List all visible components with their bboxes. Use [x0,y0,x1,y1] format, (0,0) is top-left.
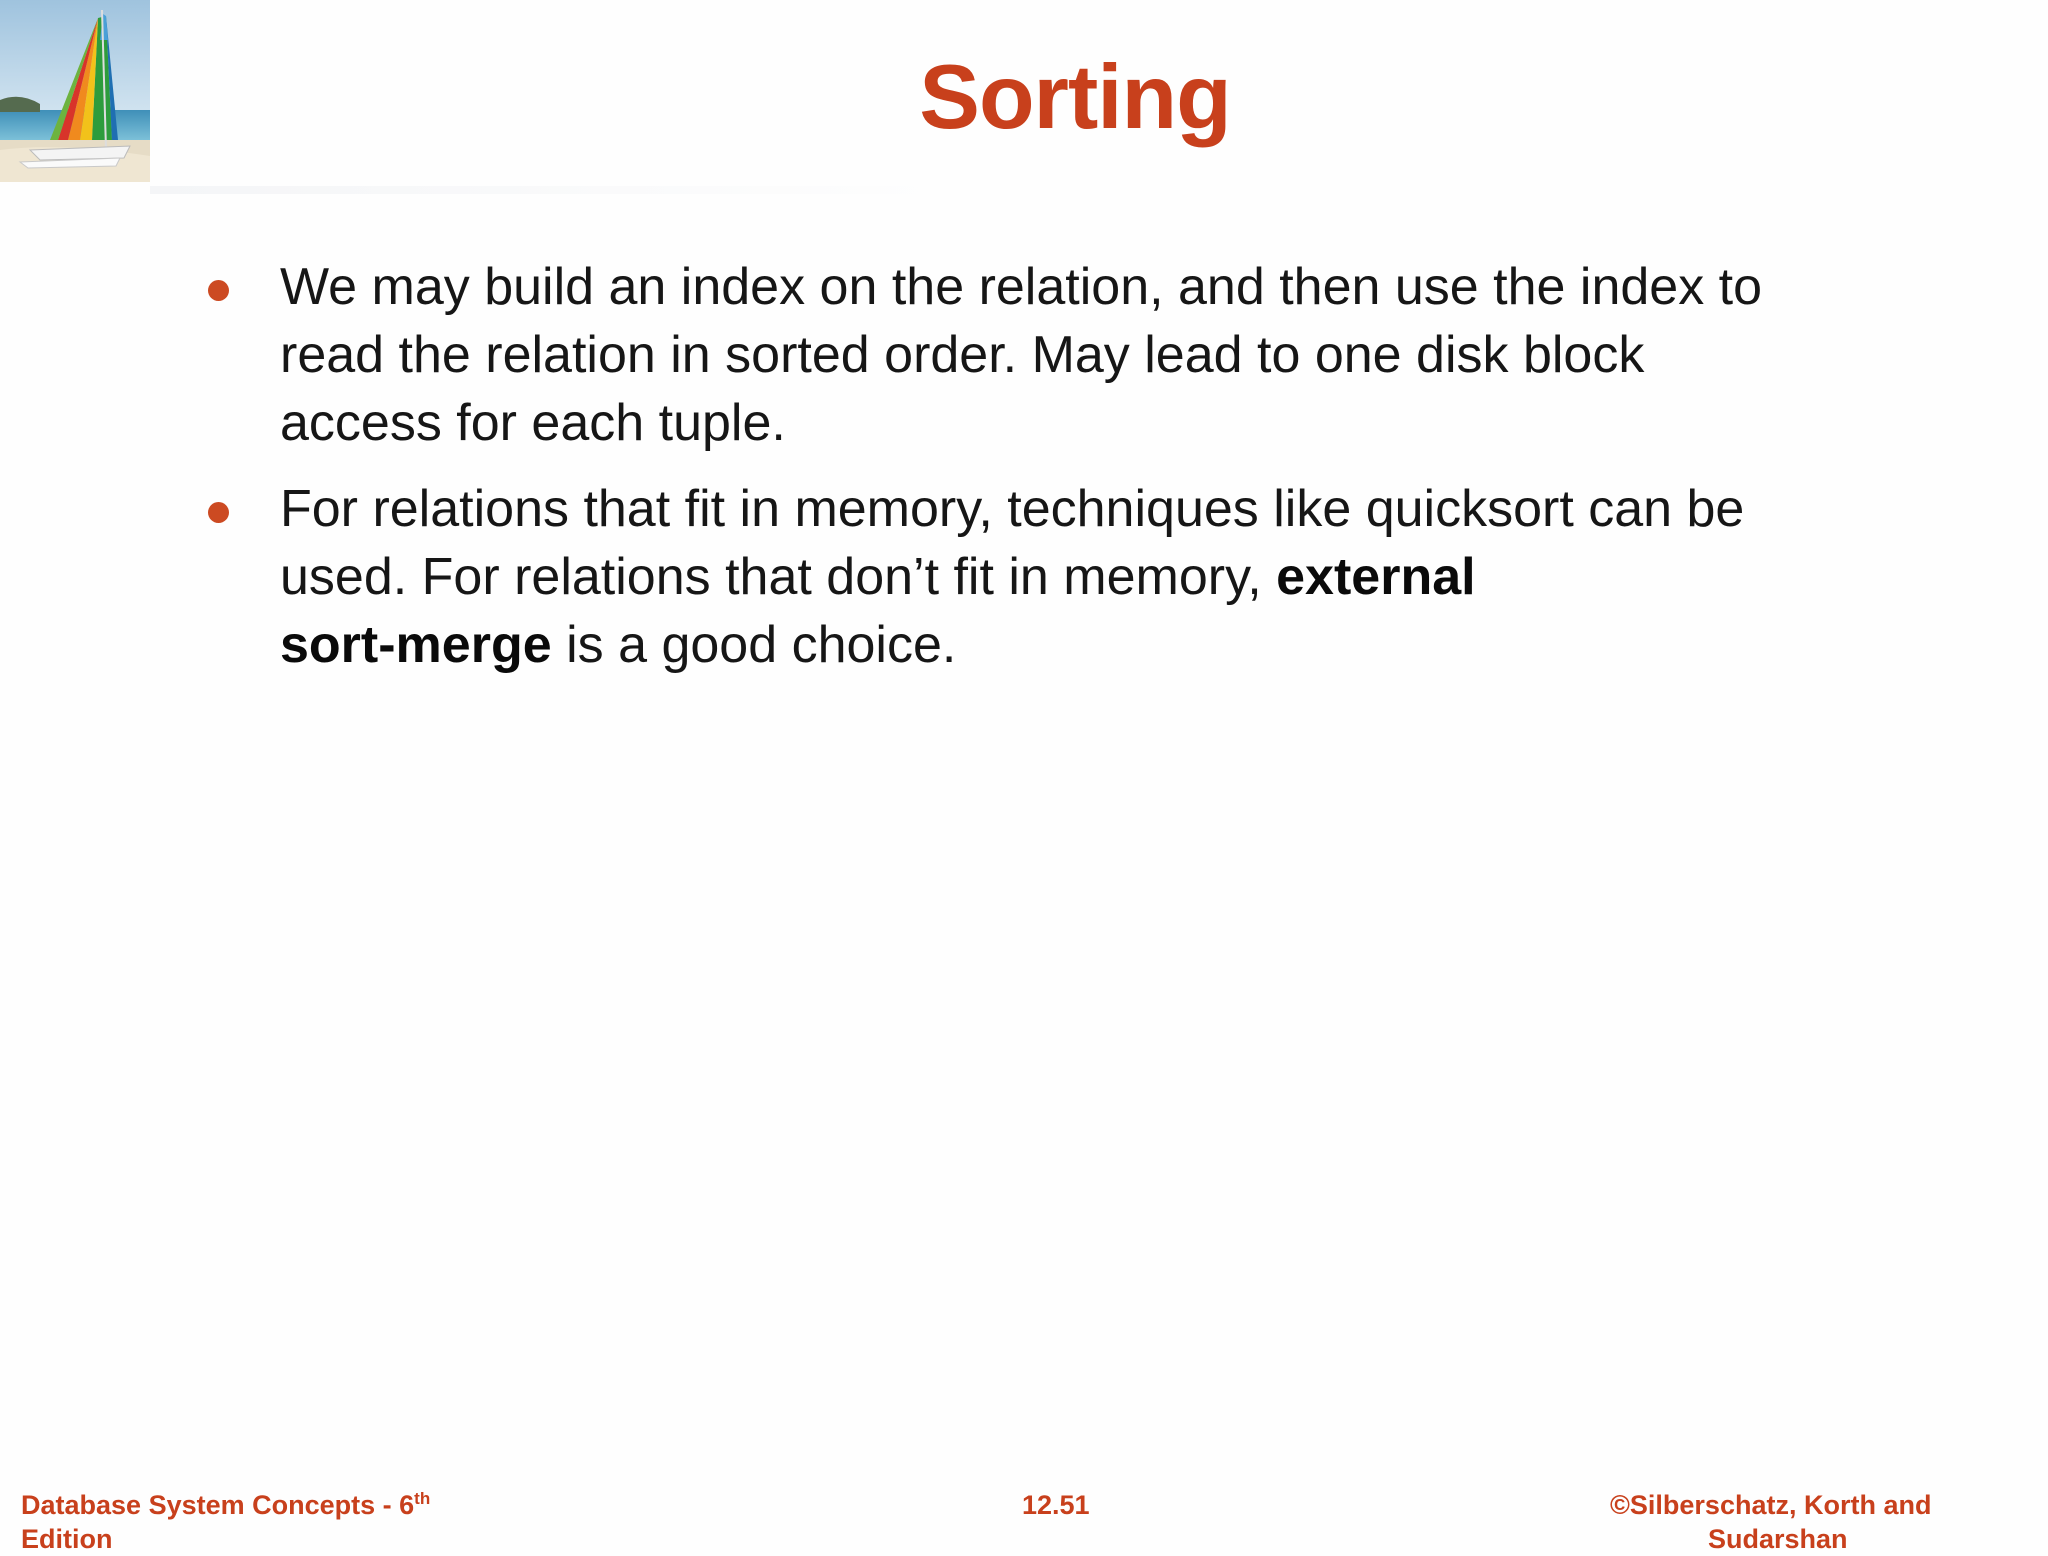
bullet-dot-icon [208,502,229,523]
footer-book-title [21,1488,430,1522]
bullet-text: used. For relations that don’t fit in memory, [280,548,1277,606]
bold-term: sort-merge [280,616,552,674]
bullet-item [200,253,1920,457]
slide-title: Sorting [919,47,1231,148]
bold-term: external [1276,548,1476,606]
footer-book-title-text: Database System Concepts - 6 [21,1490,415,1520]
footer-copyright: ©Silberschatz, Korth and [1610,1490,1932,1520]
page-number: 12.51 [1022,1490,1090,1520]
bullet-line: access for each tuple. [280,394,786,452]
bullet-dot-icon [208,280,229,301]
header-divider [150,186,960,194]
footer-copyright-wrap: Sudarshan [1708,1524,1848,1554]
bullet-item [200,475,1920,679]
footer-book-title-wrap: Edition [21,1524,113,1554]
bullet-line: For relations that fit in memory, techniques like quicksort can be [280,480,1745,538]
bullet-text: is a good choice. [551,616,957,674]
bullet-line [280,611,1920,679]
bullet-line: read the relation in sorted order. May lead to one disk block [280,326,1645,384]
bullet-line [280,543,1920,611]
footer-edition-sup: th [414,1489,431,1508]
bullet-list [200,253,1920,697]
bullet-line: We may build an index on the relation, and then use the index to [280,258,1763,316]
